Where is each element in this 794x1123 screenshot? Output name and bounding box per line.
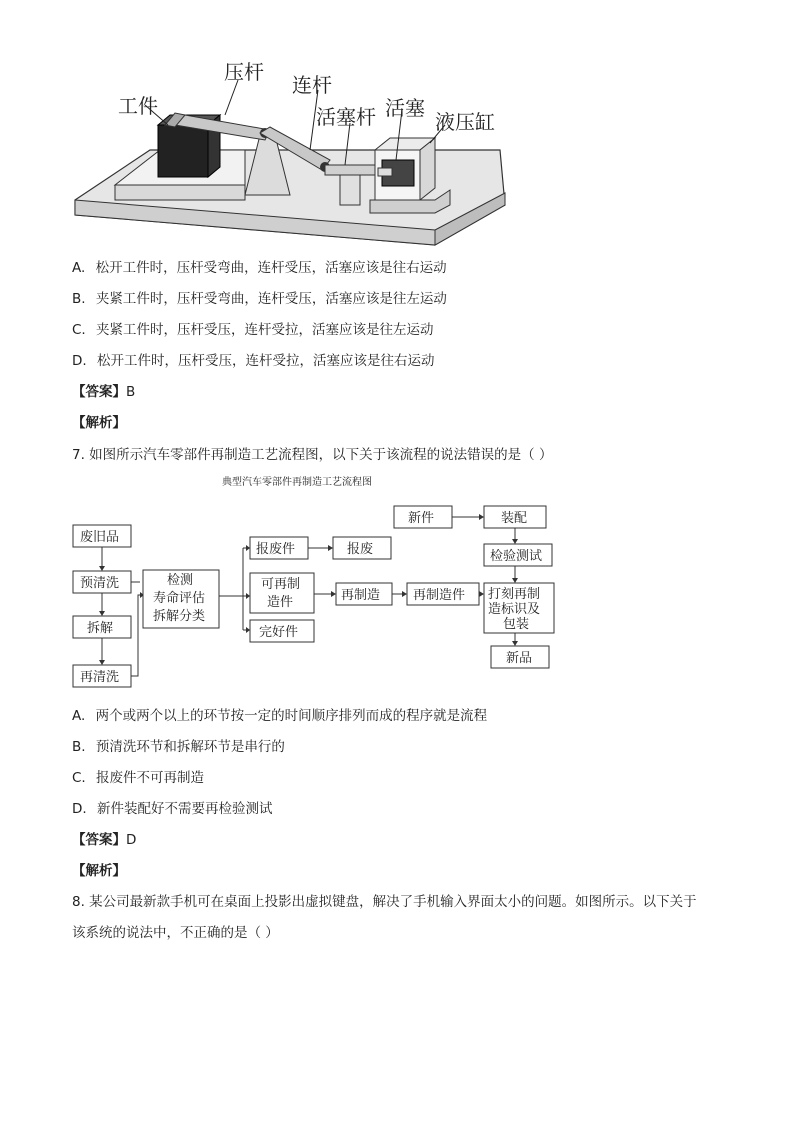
node-inspect-3: 拆解分类	[153, 609, 206, 624]
node-prewash: 预清洗	[80, 576, 120, 591]
option-letter: B.	[72, 291, 86, 307]
q7-option-a	[72, 704, 487, 724]
node-assemble: 装配	[501, 511, 528, 526]
node-mark-2: 造标识及	[488, 602, 541, 617]
node-remanufacture: 再制造	[341, 588, 381, 603]
node-inspect-1: 检测	[167, 573, 194, 588]
node-old: 废旧品	[80, 530, 120, 545]
option-text: 新件装配好不需要再检验测试	[96, 801, 273, 817]
option-letter: C.	[72, 322, 86, 338]
answer-label: 【答案】	[72, 384, 126, 400]
node-new-part: 新件	[408, 511, 435, 526]
label-link-rod: 连杆	[292, 73, 332, 97]
node-good: 完好件	[259, 625, 299, 640]
node-inspect-2: 寿命评估	[153, 591, 206, 606]
option-letter: A.	[72, 708, 86, 724]
remanufacture-flowchart	[60, 470, 580, 695]
option-letter: D.	[72, 801, 87, 817]
label-hydraulic-cylinder: 液压缸	[435, 110, 495, 134]
node-scrap: 报废	[347, 542, 374, 557]
q6-option-c	[72, 318, 434, 338]
option-letter: D.	[72, 353, 87, 369]
node-reman-2: 造件	[267, 595, 294, 610]
node-scrap-part: 报废件	[256, 542, 296, 557]
label-piston: 活塞	[385, 96, 425, 120]
q6-option-b	[72, 287, 447, 307]
q8-stem-line1: 8. 某公司最新款手机可在桌面上投影出虚拟键盘，解决了手机输入界面太小的问题。如图所示。以下关于	[72, 894, 697, 910]
q7-option-b	[72, 735, 285, 755]
label-workpiece: 工件	[118, 94, 158, 118]
option-letter: A.	[72, 260, 86, 276]
q6-analysis: 【解析】	[72, 415, 126, 431]
option-text: 两个或两个以上的环节按一定的时间顺序排列而成的程序就是流程	[95, 708, 488, 724]
option-text: 报废件不可再制造	[96, 770, 205, 786]
node-reman-part: 再制造件	[413, 588, 466, 603]
q7-answer	[72, 828, 136, 848]
answer-label: 【答案】	[72, 832, 126, 848]
option-text: 夹紧工件时，压杆受压，连杆受拉，活塞应该是往左运动	[96, 322, 434, 338]
flow-title: 典型汽车零部件再制造工艺流程图	[222, 477, 372, 488]
option-letter: C.	[72, 770, 86, 786]
node-new-product: 新品	[506, 651, 533, 666]
option-letter: B.	[72, 739, 86, 755]
q6-option-d	[72, 349, 434, 369]
answer-value: D	[126, 832, 137, 848]
q7-stem: 7. 如图所示汽车零部件再制造工艺流程图，以下关于该流程的说法错误的是（ ）	[72, 447, 553, 463]
q7-option-c	[72, 766, 204, 786]
label-piston-rod: 活塞杆	[316, 105, 376, 129]
q6-answer	[72, 380, 135, 400]
q7-option-d	[72, 797, 272, 817]
node-test: 检验测试	[490, 549, 543, 564]
option-text: 松开工件时，压杆受弯曲，连杆受压，活塞应该是往右运动	[95, 260, 447, 276]
option-text: 夹紧工件时，压杆受弯曲，连杆受压，活塞应该是往左运动	[95, 291, 447, 307]
node-mark-3: 包装	[503, 617, 530, 632]
node-reman-1: 可再制	[261, 577, 301, 592]
q7-analysis: 【解析】	[72, 863, 126, 879]
answer-value: B	[126, 384, 136, 400]
option-text: 预清洗环节和拆解环节是串行的	[95, 739, 285, 755]
node-rewash: 再清洗	[80, 670, 120, 685]
label-press-rod: 压杆	[224, 60, 264, 84]
option-text: 松开工件时，压杆受压，连杆受拉，活塞应该是往右运动	[96, 353, 435, 369]
q6-option-a	[72, 256, 447, 276]
hydraulic-clamp-figure	[60, 55, 530, 250]
node-mark-1: 打刻再制	[488, 587, 541, 602]
q8-stem-line2: 该系统的说法中，不正确的是（ ）	[72, 925, 279, 941]
node-disassemble: 拆解	[87, 621, 114, 636]
